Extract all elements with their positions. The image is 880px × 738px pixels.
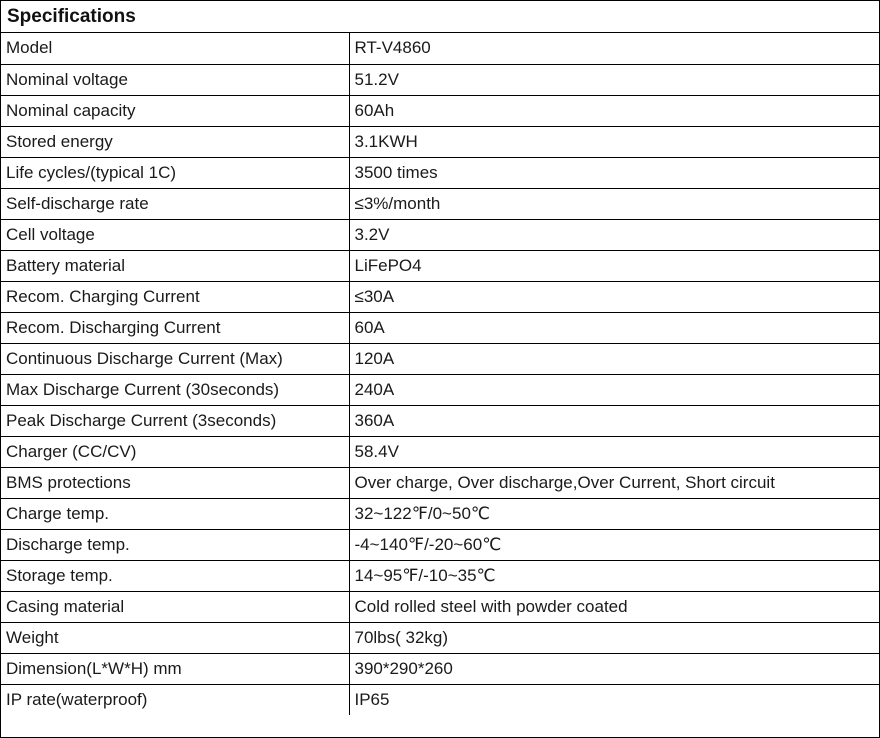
- spec-label: Casing material: [1, 591, 349, 622]
- spec-value: 390*290*260: [349, 653, 879, 684]
- spec-label: Continuous Discharge Current (Max): [1, 343, 349, 374]
- spec-label: Life cycles/(typical 1C): [1, 157, 349, 188]
- spec-value: 120A: [349, 343, 879, 374]
- spec-row: [1, 312, 879, 343]
- spec-label: Charger (CC/CV): [1, 436, 349, 467]
- spec-value: 3.1KWH: [349, 126, 879, 157]
- spec-value: RT-V4860: [349, 33, 879, 64]
- spec-row: [1, 684, 879, 715]
- spec-label: Nominal voltage: [1, 64, 349, 95]
- spec-label: Cell voltage: [1, 219, 349, 250]
- spec-row: [1, 33, 879, 64]
- spec-value: -4~140℉/-20~60℃: [349, 529, 879, 560]
- spec-row: [1, 281, 879, 312]
- spec-row: [1, 374, 879, 405]
- spec-label: IP rate(waterproof): [1, 684, 349, 715]
- spec-row: [1, 467, 879, 498]
- spec-label: Charge temp.: [1, 498, 349, 529]
- spec-row: [1, 64, 879, 95]
- spec-row: [1, 560, 879, 591]
- spec-value: 60Ah: [349, 95, 879, 126]
- spec-value: 3500 times: [349, 157, 879, 188]
- spec-value: LiFePO4: [349, 250, 879, 281]
- spec-label: Battery material: [1, 250, 349, 281]
- spec-value: 240A: [349, 374, 879, 405]
- spec-row: [1, 405, 879, 436]
- spec-label: Recom. Charging Current: [1, 281, 349, 312]
- spec-value: IP65: [354, 689, 390, 709]
- spec-label: Self-discharge rate: [1, 188, 349, 219]
- spec-label: Peak Discharge Current (3seconds): [1, 405, 349, 436]
- spec-label: Storage temp.: [1, 560, 349, 591]
- spec-row: [1, 126, 879, 157]
- spec-label: Stored energy: [1, 126, 349, 157]
- spec-label: Recom. Discharging Current: [1, 312, 349, 343]
- spec-value: ≤3%/month: [349, 188, 879, 219]
- spec-value: 14~95℉/-10~35℃: [349, 560, 879, 591]
- spec-row: [1, 219, 879, 250]
- specifications-title: Specifications: [1, 1, 879, 33]
- spec-row: [1, 157, 879, 188]
- spec-label: Max Discharge Current (30seconds): [1, 374, 349, 405]
- spec-row: [1, 591, 879, 622]
- spec-label: Model: [1, 33, 349, 64]
- spec-row: [1, 498, 879, 529]
- spec-value: Cold rolled steel with powder coated: [349, 591, 879, 622]
- spec-value: 360A: [349, 405, 879, 436]
- spec-row: [1, 653, 879, 684]
- spec-value: 60A: [349, 312, 879, 343]
- spec-row: [1, 188, 879, 219]
- spec-label: Dimension(L*W*H) mm: [1, 653, 349, 684]
- spec-row: [1, 343, 879, 374]
- spec-row: [1, 622, 879, 653]
- spec-label: BMS protections: [1, 467, 349, 498]
- spec-row: [1, 250, 879, 281]
- spec-label: Discharge temp.: [1, 529, 349, 560]
- spec-label: Nominal capacity: [1, 95, 349, 126]
- spec-label: Weight: [1, 622, 349, 653]
- spec-value: 51.2V: [349, 64, 879, 95]
- spec-value: 70lbs( 32kg): [349, 622, 879, 653]
- spec-value: ≤30A: [349, 281, 879, 312]
- spec-row: [1, 436, 879, 467]
- spec-row: [1, 529, 879, 560]
- spec-row: [1, 95, 879, 126]
- specifications-table: [1, 33, 879, 715]
- spec-value: Over charge, Over discharge,Over Current, Short circuit: [349, 467, 879, 498]
- spec-value: 32~122℉/0~50℃: [349, 498, 879, 529]
- spec-value: 58.4V: [349, 436, 879, 467]
- spec-value: 3.2V: [349, 219, 879, 250]
